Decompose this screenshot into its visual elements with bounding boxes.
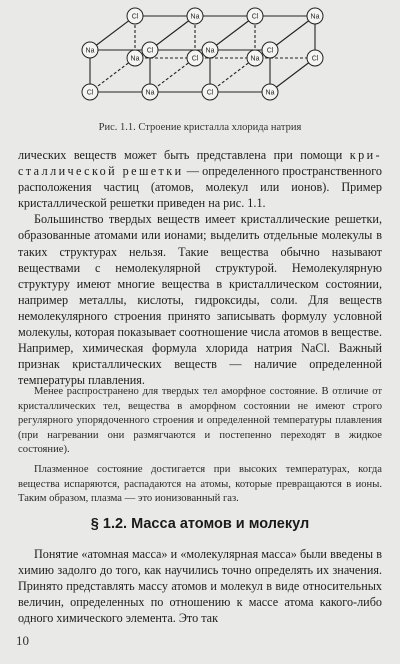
paragraph: Понятие «атомная масса» и «молекулярная масса» были введены в химию задолго до того, как научились точно определять их значения. Принято представлять массу атомов и молекул в виде относительных величин, определенных по отношению к массе атома какого-либо одного химического элемента. Это так: [18, 547, 382, 626]
section-body-text: [18, 546, 382, 626]
atom-label: Na: [205, 47, 215, 55]
text-span: — определенного пространственного расположения частиц (атомов, молекул или ионов). Пример кристаллической решетки приведен на рис. 1.1.: [18, 164, 382, 211]
lattice-atom: [247, 8, 263, 24]
lattice-atom: [307, 50, 323, 66]
lattice-atom: [127, 50, 143, 66]
atom-label: Cl: [311, 55, 319, 63]
text-span: лических веществ может быть представлена при помощи: [18, 148, 350, 162]
atom-label: Na: [130, 55, 140, 63]
main-body-text: [18, 147, 382, 388]
term-spaced: сталлической решетки: [18, 164, 184, 179]
lattice-atom: [127, 8, 143, 24]
atom-label: Na: [85, 47, 95, 55]
small-paragraph: Менее распространено для твердых тел аморфное состояние. В отличие от кристаллических тел, вещества в аморфном состоянии не имеют строго регулярного упорядоченного строения и определенной температуры плавления (при нагревании они размягчаются и постепенно переходят в жидкое состояние).: [18, 386, 382, 456]
lattice-atom: [142, 84, 158, 100]
atom-label: Cl: [146, 47, 154, 55]
lattice-atom: [202, 42, 218, 58]
paragraph-continued: [18, 147, 382, 211]
lattice-atom: [187, 8, 203, 24]
small-paragraph: Плазменное состояние достигается при высоких температурах, когда вещества испаряются, распадаются на атомы, которые превращаются в ионы. Таким образом, плазма — это ионизованный газ.: [18, 463, 382, 505]
lattice-atom: [82, 84, 98, 100]
lattice-diagram: [70, 2, 330, 110]
atom-label: Cl: [131, 13, 139, 21]
term-spaced: кри-: [349, 148, 382, 162]
small-print-block: [18, 385, 382, 512]
atom-label: Na: [145, 89, 155, 97]
page-number: 10: [16, 633, 29, 648]
atom-label: Na: [190, 13, 200, 21]
lattice-atom: [82, 42, 98, 58]
lattice-atom: [262, 42, 278, 58]
crystal-lattice-figure: [70, 2, 330, 110]
atom-label: Cl: [266, 47, 274, 55]
atom-label: Cl: [191, 55, 199, 63]
atom-label: Cl: [251, 13, 259, 21]
atom-label: Na: [265, 89, 275, 97]
lattice-atom: [307, 8, 323, 24]
paragraph: Большинство твердых веществ имеет кристаллические решетки, образованные атомами или ионами; выделить отдельные молекулы в таких структурах нельзя. Такие вещества обычно называют веществами с немолекулярной структурой. Немолекулярную структуру имеют многие вещества в кристаллическом состоянии, например металлы, кислоты, гидроксиды, соли. Для веществ немолекулярного строения принято записывать формулу условной молекулы, которая показывает соотношение числа атомов в веществе. Например, химическая формула хлорида натрия NaCl. Важный признак кристаллических веществ — наличие определенной температуры плавления.: [18, 212, 382, 388]
section-heading: § 1.2. Масса атомов и молекул: [90, 516, 310, 532]
lattice-atom: [247, 50, 263, 66]
atom-label: Cl: [206, 89, 214, 97]
lattice-atom: [202, 84, 218, 100]
atom-label: Na: [310, 13, 320, 21]
atom-label: Cl: [86, 89, 94, 97]
atom-label: Na: [250, 55, 260, 63]
figure-caption: Рис. 1.1. Строение кристалла хлорида натрия: [98, 122, 302, 133]
lattice-atom: [262, 84, 278, 100]
lattice-atom: [142, 42, 158, 58]
lattice-atom: [187, 50, 203, 66]
